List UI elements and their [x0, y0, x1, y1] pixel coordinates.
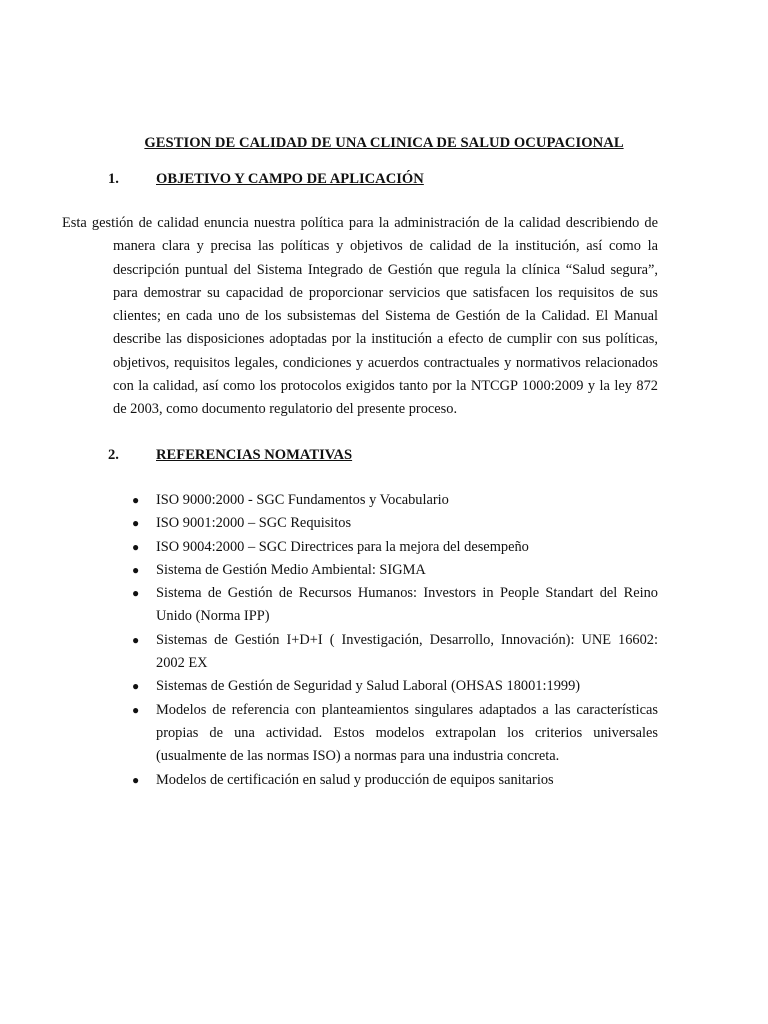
list-item-text: Modelos de certificación en salud y producción de equipos sanitarios — [156, 771, 554, 788]
bullet-icon: ● — [132, 632, 140, 647]
list-item-text: Modelos de referencia con planteamientos singulares adaptados a las características propias de una actividad. Estos modelos extrapolan los criterios universales (usualmente de las normas ISO) a normas para una industria concreta. — [156, 701, 658, 765]
list-item — [132, 512, 658, 535]
list-item-text: Sistema de Gestión Medio Ambiental: SIGMA — [156, 561, 426, 578]
bullet-icon: ● — [132, 702, 140, 717]
list-item — [132, 582, 658, 629]
section-2-heading — [108, 447, 352, 464]
section-2-title: REFERENCIAS NOMATIVAS — [156, 447, 353, 463]
list-item — [132, 489, 658, 512]
list-item — [132, 769, 658, 792]
list-item — [132, 559, 658, 582]
section-1-paragraph: Esta gestión de calidad enuncia nuestra política para la administración de la calidad describiendo de manera clara y precisa las políticas y objetivos de calidad de la institución, así como la descripción puntual del Sistema Integrado de Gestión que regula la clínica “Salud segura”, para demostrar su capacidad de proporcionar servicios que satisfacen los requisitos de sus clientes; en cada uno de los subsistemas del Sistema de Gestión de la Calidad. El Manual describe las disposiciones adoptadas por la institución a efecto de cumplir con sus políticas, objetivos, requisitos legales, condiciones y acuerdos contractuales y normativos relacionados con la calidad, así como los protocolos exigidos tanto por la NTCGP 1000:2009 y la ley 872 de 2003, como documento regulatorio del presente proceso. — [62, 215, 658, 418]
document-title: GESTION DE CALIDAD DE UNA CLINICA DE SALUD OCUPACIONAL — [144, 135, 624, 151]
bullet-icon: ● — [132, 516, 140, 531]
list-item — [132, 536, 658, 559]
list-item — [132, 675, 658, 698]
list-item — [132, 699, 658, 769]
bullet-icon: ● — [132, 493, 140, 507]
section-1-title: OBJETIVO Y CAMPO DE APLICACIÓN — [156, 171, 424, 187]
list-item-text: Sistemas de Gestión I+D+I ( Investigación, Desarrollo, Innovación): UNE 16602: 2002 EX — [156, 631, 658, 672]
bullet-icon: ● — [132, 586, 140, 601]
bullet-icon: ● — [132, 679, 140, 694]
list-item-text: ISO 9004:2000 – SGC Directrices para la mejora del desempeño — [156, 538, 529, 555]
list-item — [132, 629, 658, 676]
list-item-text: Sistema de Gestión de Recursos Humanos: Investors in People Standart del Reino Unido (Norma IPP) — [156, 585, 658, 625]
list-item-text: ISO 9000:2000 - SGC Fundamentos y Vocabulario — [156, 492, 449, 508]
list-item-text: ISO 9001:2000 – SGC Requisitos — [156, 515, 352, 532]
section-2-number: 2. — [108, 447, 119, 463]
section-1-heading — [108, 171, 424, 188]
section-1-number: 1. — [108, 171, 119, 187]
bullet-icon: ● — [132, 772, 140, 787]
references-list — [132, 489, 658, 792]
bullet-icon: ● — [132, 539, 140, 554]
list-item-text: Sistemas de Gestión de Seguridad y Salud Laboral (OHSAS 18001:1999) — [156, 678, 581, 695]
bullet-icon: ● — [132, 562, 140, 577]
